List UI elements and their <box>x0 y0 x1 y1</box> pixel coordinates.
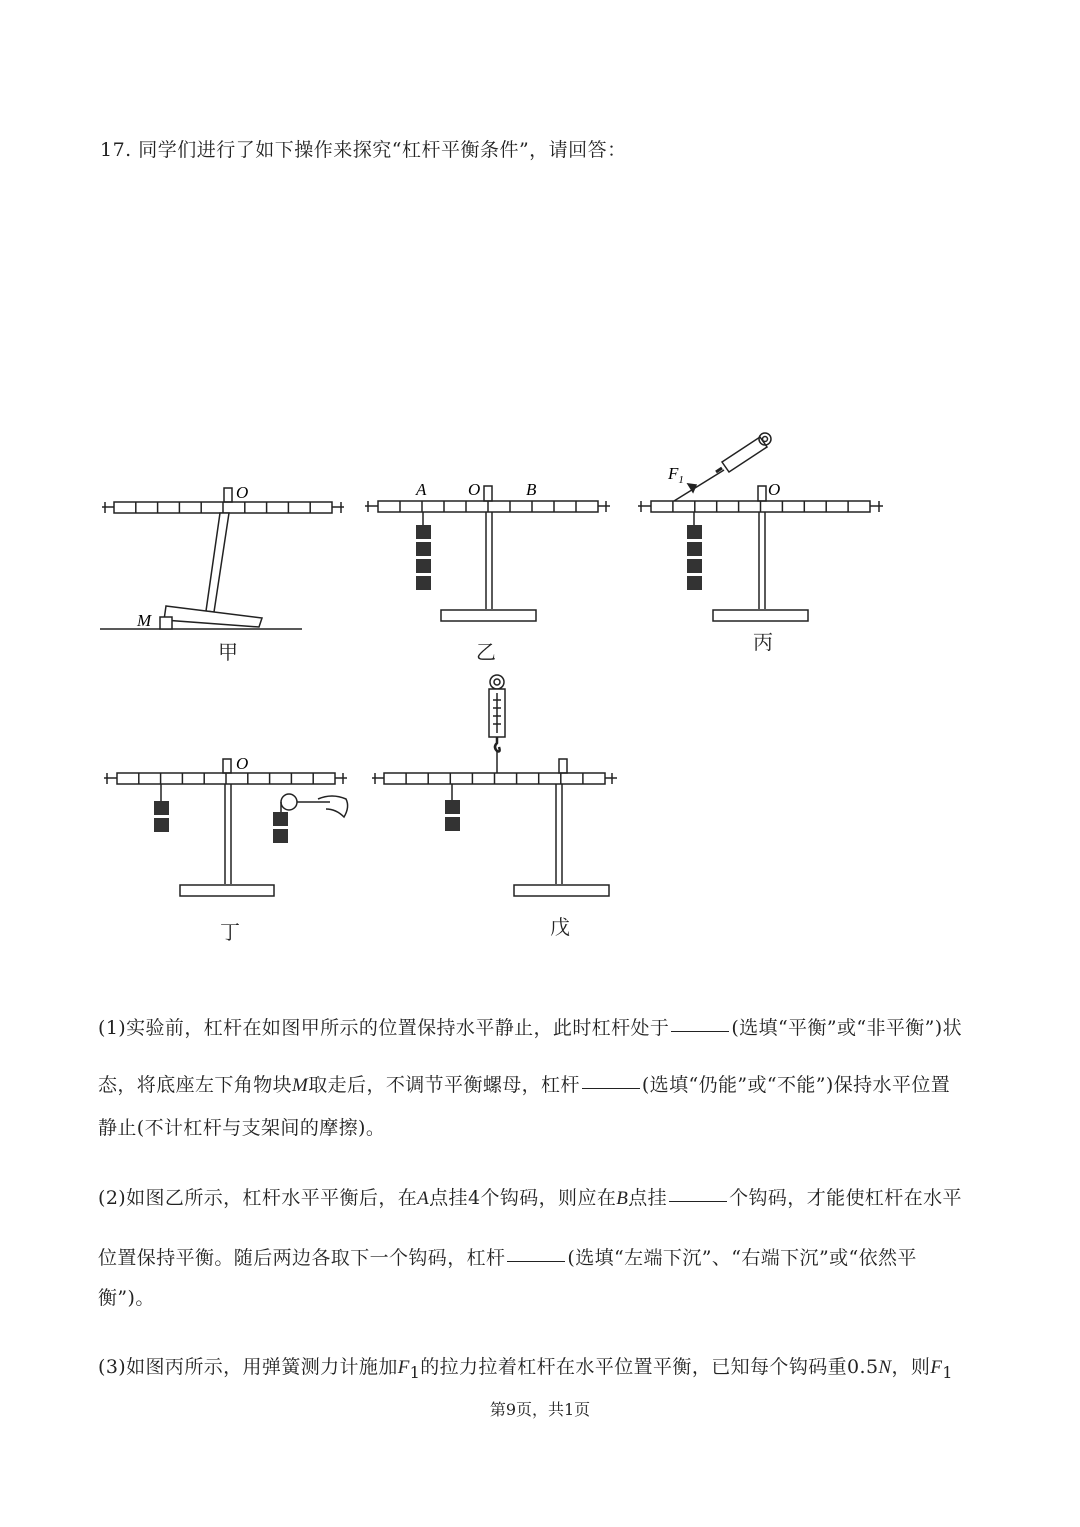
var-B: B <box>616 1188 629 1209</box>
var-F-2: F <box>930 1357 943 1378</box>
figure-label-yi: 乙 <box>476 640 496 664</box>
figure-label-wu: 戊 <box>550 915 570 939</box>
figure-yi <box>365 486 610 621</box>
label-M: M <box>137 611 152 630</box>
label-O-jia: O <box>236 483 249 502</box>
part-1-line-3: 静止(不计杠杆与支架间的摩擦)。 <box>98 1117 386 1139</box>
figure-bing <box>638 433 883 621</box>
var-M: M <box>292 1075 309 1096</box>
q2d: 点挂 <box>628 1187 668 1209</box>
label-B: B <box>526 480 537 499</box>
part-2-line-2 <box>98 1243 917 1270</box>
figure-jia <box>100 488 344 629</box>
figure-wu <box>372 675 617 896</box>
part-2-line-3: 衡”)。 <box>98 1287 155 1309</box>
label-O-bing: O <box>768 480 781 499</box>
p1-text-b: (选填“平衡”或“非平衡”)状 <box>731 1017 963 1039</box>
label-A: A <box>416 480 427 499</box>
q3b: 的拉力拉着杠杆在水平位置平衡，已知每个钩码重 <box>420 1356 848 1378</box>
q2f: 位置保持平衡。随后两边各取下一个钩码，杠杆 <box>98 1247 506 1269</box>
q2g: (选填“左端下沉”、“右端下沉”或“依然平 <box>567 1247 917 1269</box>
answer-blank-4[interactable] <box>507 1260 565 1262</box>
q2e: 个钩码，才能使杠杆在水平 <box>729 1187 962 1209</box>
p2a: 态，将底座左下角物块 <box>98 1074 293 1096</box>
var-F-sub-2: 1 <box>942 1362 953 1382</box>
q2c: 个钩码，则应在 <box>480 1187 617 1209</box>
q3a: (3)如图丙所示，用弹簧测力计施加 <box>98 1356 398 1378</box>
question-title: 17. 同学们进行了如下操作来探究“杠杆平衡条件”，请回答： <box>100 139 627 161</box>
part-3-line-1 <box>98 1352 953 1382</box>
label-O-yi: O <box>468 480 481 499</box>
part-2-line-1 <box>98 1183 962 1210</box>
num-4: 4 <box>467 1187 481 1209</box>
p2c: (选填“仍能”或“不能”)保持水平位置 <box>641 1074 951 1096</box>
unit-N: N <box>878 1357 892 1378</box>
p2b: 取走后，不调节平衡螺母，杠杆 <box>308 1074 580 1096</box>
figure-label-jia: 甲 <box>218 640 238 664</box>
part-1-line-1 <box>98 1013 962 1040</box>
label-F1-bing: $F_1$ <box>668 464 684 486</box>
label-O-ding: O <box>236 754 249 773</box>
answer-blank-2[interactable] <box>582 1087 640 1089</box>
q2b: 点挂 <box>429 1187 468 1209</box>
p1-text-a: (1)实验前，杠杆在如图甲所示的位置保持水平静止，此时杠杆处于 <box>98 1017 670 1039</box>
answer-blank-3[interactable] <box>669 1200 727 1202</box>
part-1-line-2 <box>98 1070 950 1097</box>
figure-label-bing: 丙 <box>753 630 773 654</box>
figure-label-ding: 丁 <box>220 920 240 944</box>
var-F: F <box>397 1357 410 1378</box>
figure-ding <box>104 759 348 896</box>
page-footer: 第9页，共1页 <box>489 1400 591 1419</box>
q2a: (2)如图乙所示，杠杆水平平衡后，在 <box>98 1187 418 1209</box>
q3c: ，则 <box>891 1356 931 1378</box>
weight-value: 0.5 <box>847 1356 879 1378</box>
var-A: A <box>417 1188 430 1209</box>
var-F-sub: 1 <box>409 1362 421 1382</box>
answer-blank-1[interactable] <box>671 1030 729 1032</box>
